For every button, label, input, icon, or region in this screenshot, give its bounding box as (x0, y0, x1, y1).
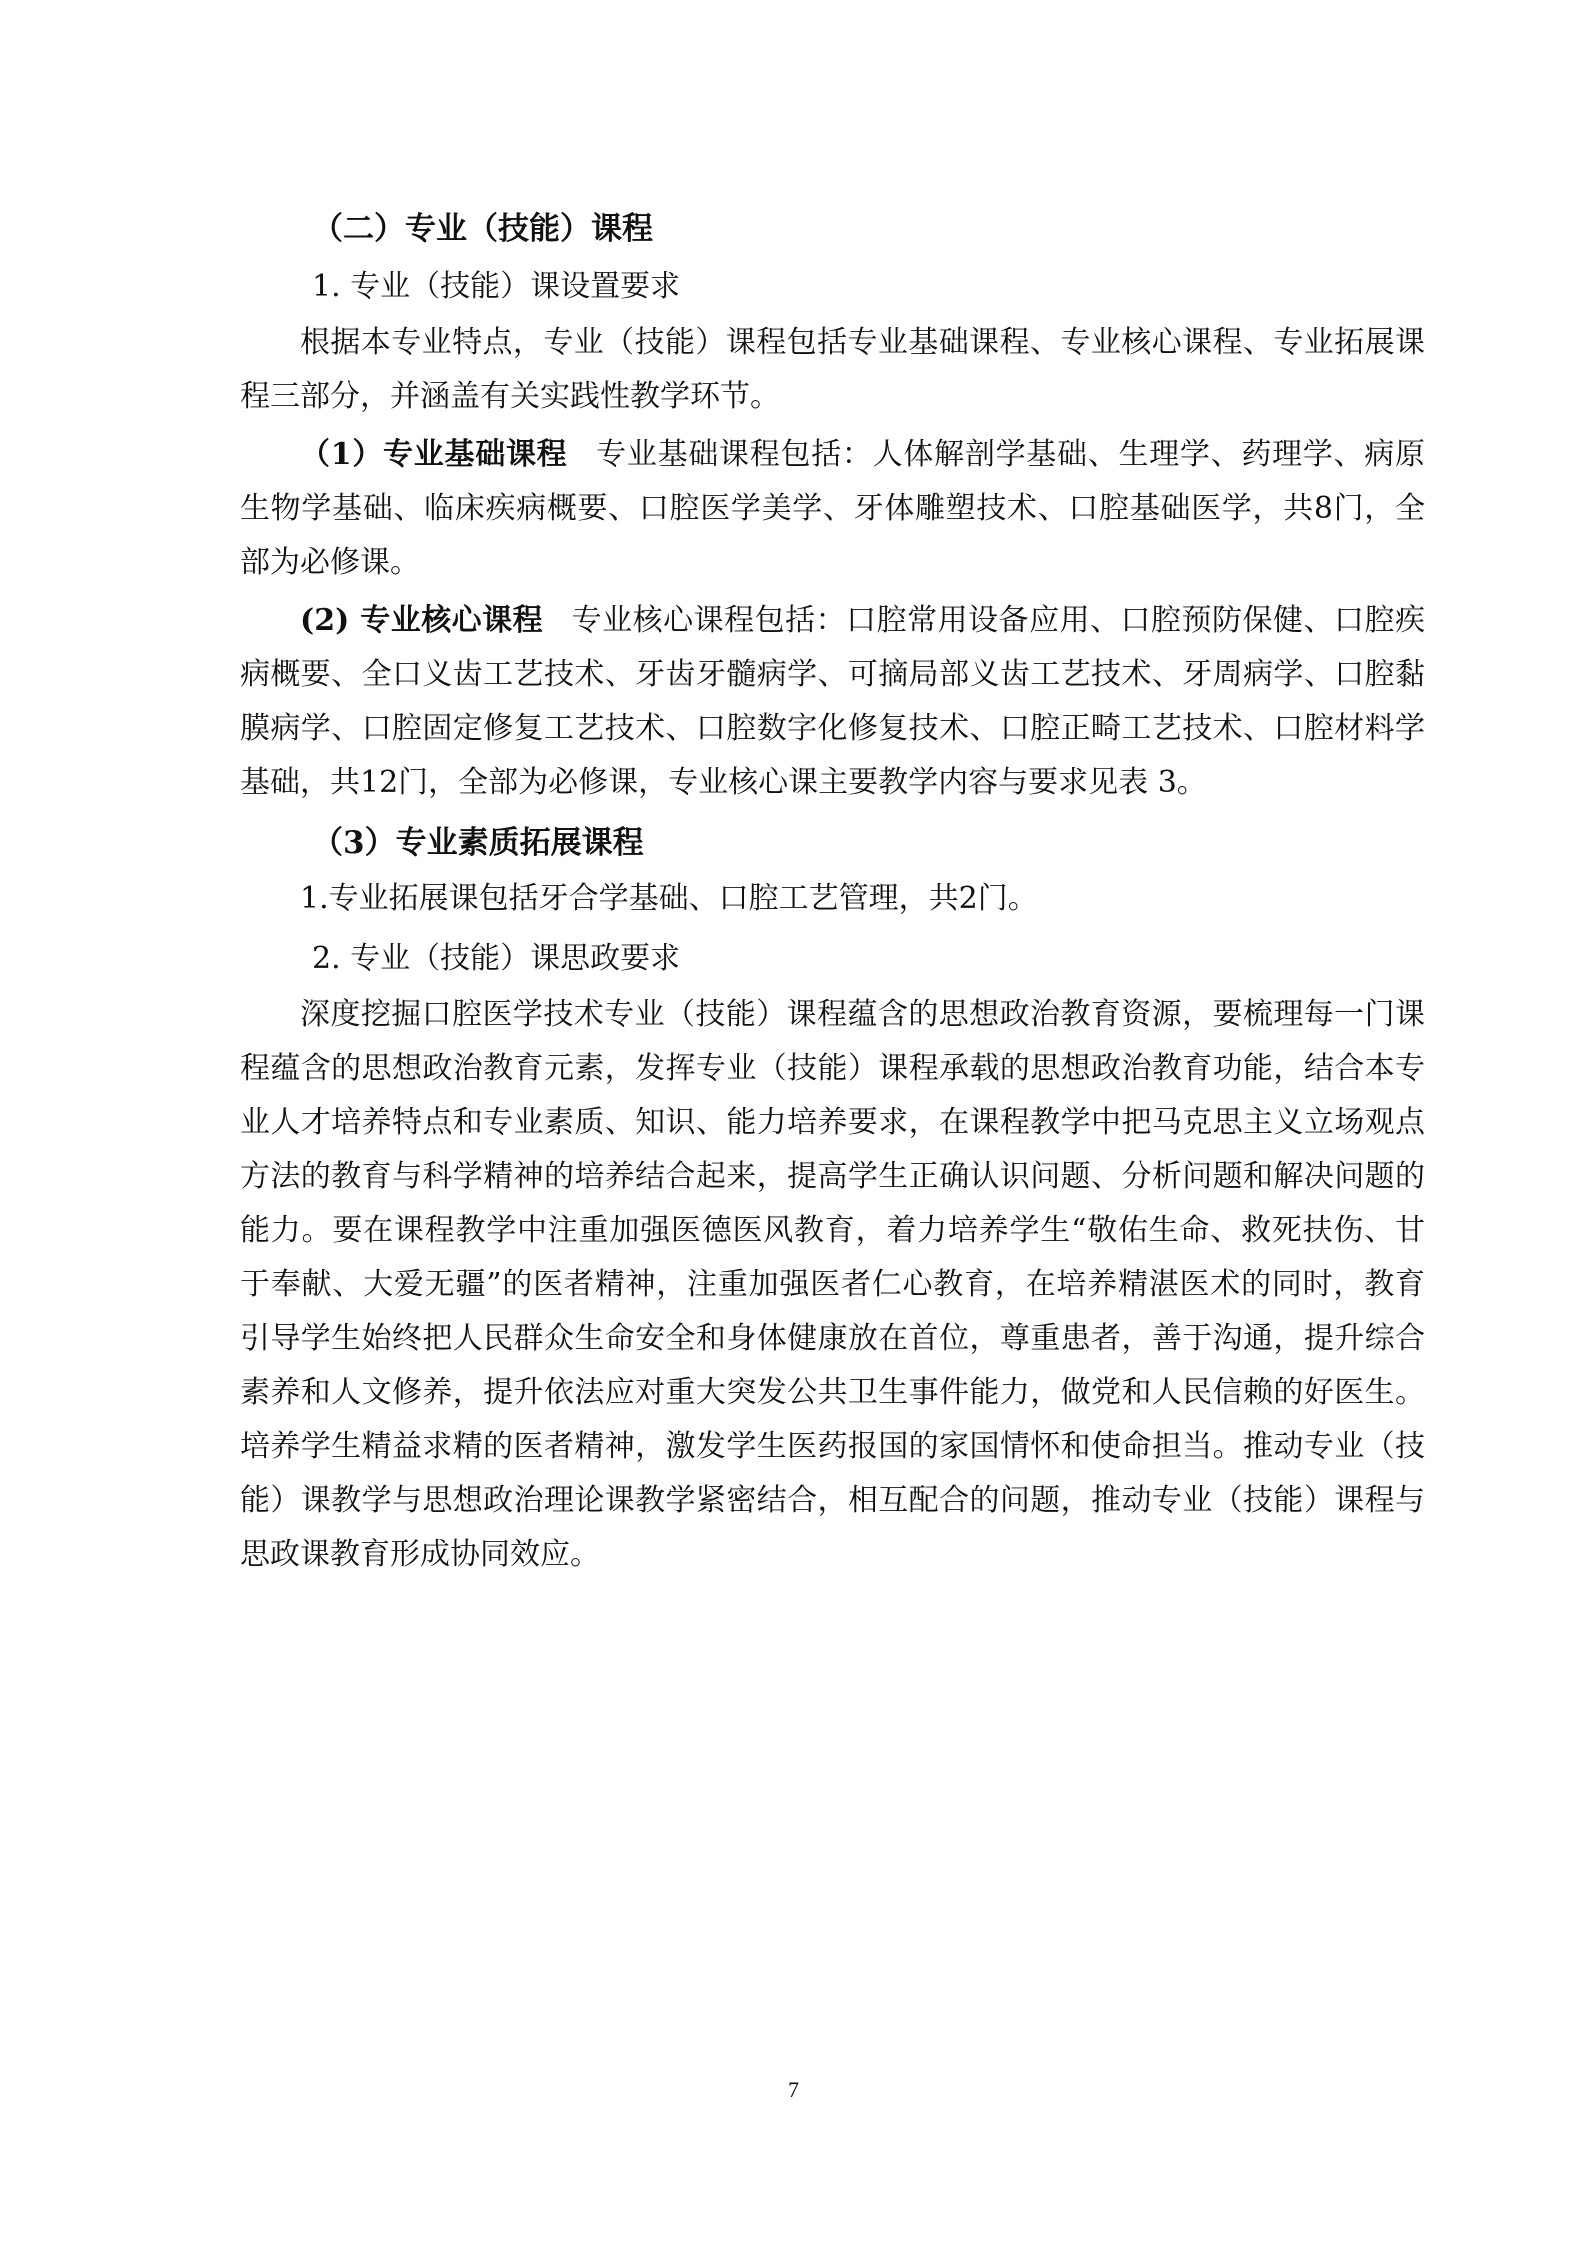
page-content (240, 200, 1425, 1586)
page-number: 7 (788, 2077, 799, 2102)
section-heading: （二）专业（技能）课程 (312, 211, 653, 247)
foundation-lead: （1）专业基础课程 (300, 437, 568, 472)
foundation-paragraph (240, 428, 1425, 590)
foundation-text: 专业基础课程包括：人体解剖学基础、生理学、药理学、病原生物学基础、临床疾病概要、口腔医学美学、牙体雕塑技术、口腔基础医学，共8门，全部为必修课。 (240, 437, 1425, 580)
core-text: 专业核心课程包括：口腔常用设备应用、口腔预防保健、口腔疾病概要、全口义齿工艺技术、牙齿牙髓病学、可摘局部义齿工艺技术、牙周病学、口腔黏膜病学、口腔固定修复工艺技术、口腔数字化修复技术、口腔正畸工艺技术、口腔材料学基础，共12门，全部为必修课，专业核心课主要教学内容与要求见表 3。 (240, 603, 1425, 800)
expansion-item: 1.专业拓展课包括牙合学基础、口腔工艺管理，共2门。 (300, 881, 1038, 916)
core-lead: (2) 专业核心课程 (300, 603, 544, 638)
expansion-heading: （3）专业素质拓展课程 (312, 825, 644, 861)
subsection-heading-1: 1. 专业（技能）课设置要求 (312, 269, 681, 304)
subsection-heading-2: 2. 专业（技能）课思政要求 (312, 941, 681, 976)
intro-paragraph: 根据本专业特点，专业（技能）课程包括专业基础课程、专业核心课程、专业拓展课程三部分，并涵盖有关实践性教学环节。 (240, 325, 1425, 414)
ideology-paragraph: 深度挖掘口腔医学技术专业（技能）课程蕴含的思想政治教育资源，要梳理每一门课程蕴含的思想政治教育元素，发挥专业（技能）课程承载的思想政治教育功能，结合本专业人才培养特点和专业素质、知识、能力培养要求，在课程教学中把马克思主义立场观点方法的教育与科学精神的培养结合起来，提高学生正确认识问题、分析问题和解决问题的能力。要在课程教学中注重加强医德医风教育，着力培养学生“敬佑生命、救死扶伤、甘于奉献、大爱无疆”的医者精神，注重加强医者仁心教育，在培养精湛医术的同时，教育引导学生始终把人民群众生命安全和身体健康放在首位，尊重患者，善于沟通，提升综合素养和人文修养，提升依法应对重大突发公共卫生事件能力，做党和人民信赖的好医生。培养学生精益求精的医者精神，激发学生医药报国的家国情怀和使命担当。推动专业（技能）课教学与思想政治理论课教学紧密结合，相互配合的问题，推动专业（技能）课程与思政课教育形成协同效应。 (240, 997, 1425, 1572)
core-paragraph (240, 594, 1425, 810)
